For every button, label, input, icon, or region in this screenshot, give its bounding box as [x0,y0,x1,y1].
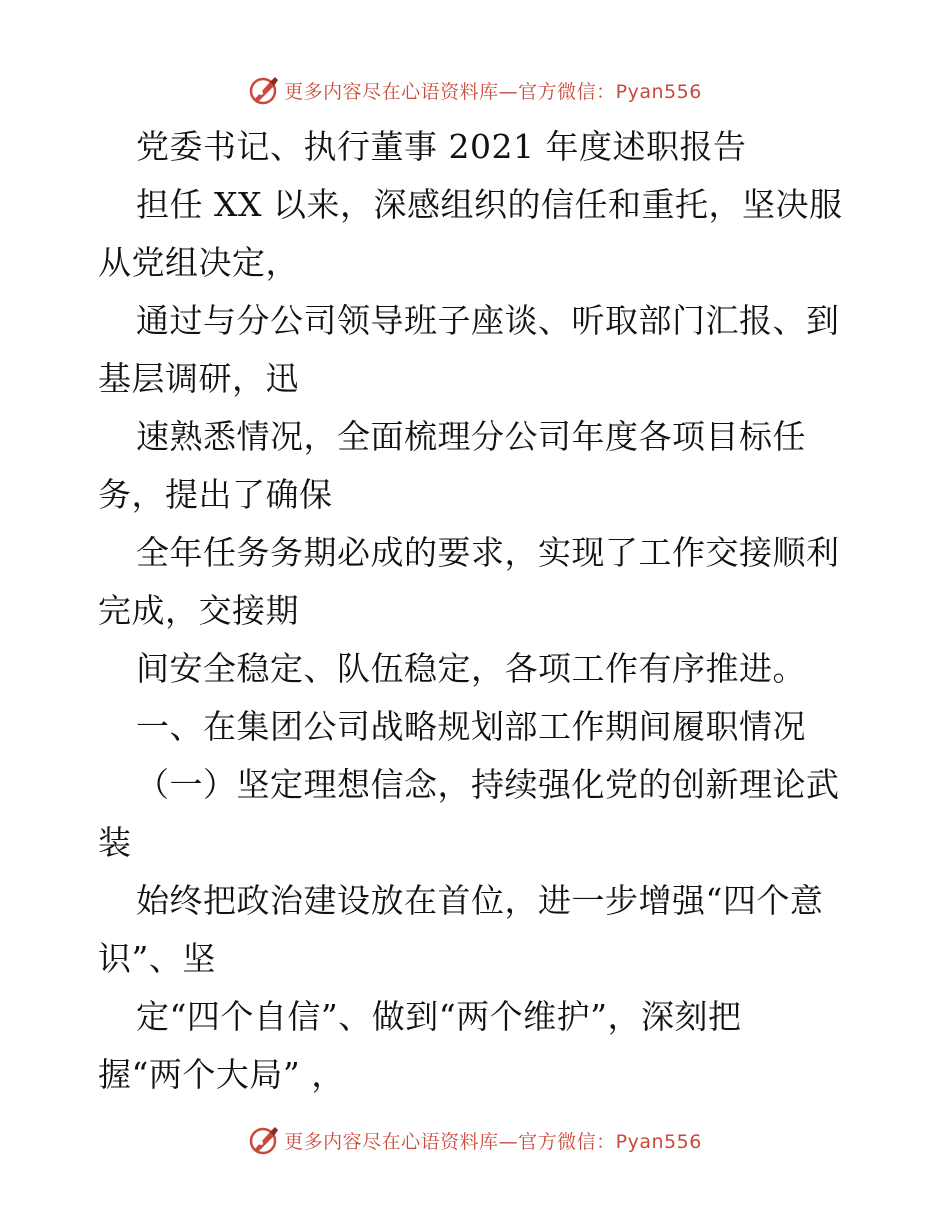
watermark-header-text: 更多内容尽在心语资料库—官方微信：Pyan556 [284,80,702,103]
document-line: 一、在集团公司战略规划部工作期间履职情况 [136,707,806,746]
document-line: 定“四个自信”、做到“两个维护”，深刻把 [136,997,742,1036]
document-line: 担任 XX 以来，深感组织的信任和重托，坚决服 [136,185,843,224]
document-line: 识”、坚 [98,939,216,978]
document-line: 全年任务务期必成的要求，实现了工作交接顺利 [136,533,840,572]
document-line: 始终把政治建设放在首位，进一步增强“四个意 [136,881,824,920]
document-line: 从党组决定， [98,243,299,282]
document-line: 通过与分公司领导班子座谈、听取部门汇报、到 [136,301,840,340]
document-line: 党委书记、执行董事 2021 年度述职报告 [136,127,747,166]
watermark-footer [0,1120,950,1160]
document-line: 务，提出了确保 [98,475,333,514]
document-line: 基层调研，迅 [98,359,299,398]
document-line: 间安全稳定、队伍稳定，各项工作有序推进。 [136,649,806,688]
document-line: 速熟悉情况，全面梳理分公司年度各项目标任 [136,417,806,456]
pen-logo-icon [248,74,280,106]
document-body [98,118,858,1104]
document-line: 完成，交接期 [98,591,299,630]
watermark-footer-text: 更多内容尽在心语资料库—官方微信：Pyan556 [284,1130,702,1153]
pen-logo-icon [248,1124,280,1156]
document-line: 装 [98,823,132,862]
document-line: 握“两个大局” ， [98,1055,345,1094]
document-line: （一）坚定理想信念，持续强化党的创新理论武 [136,765,840,804]
watermark-header [0,70,950,110]
